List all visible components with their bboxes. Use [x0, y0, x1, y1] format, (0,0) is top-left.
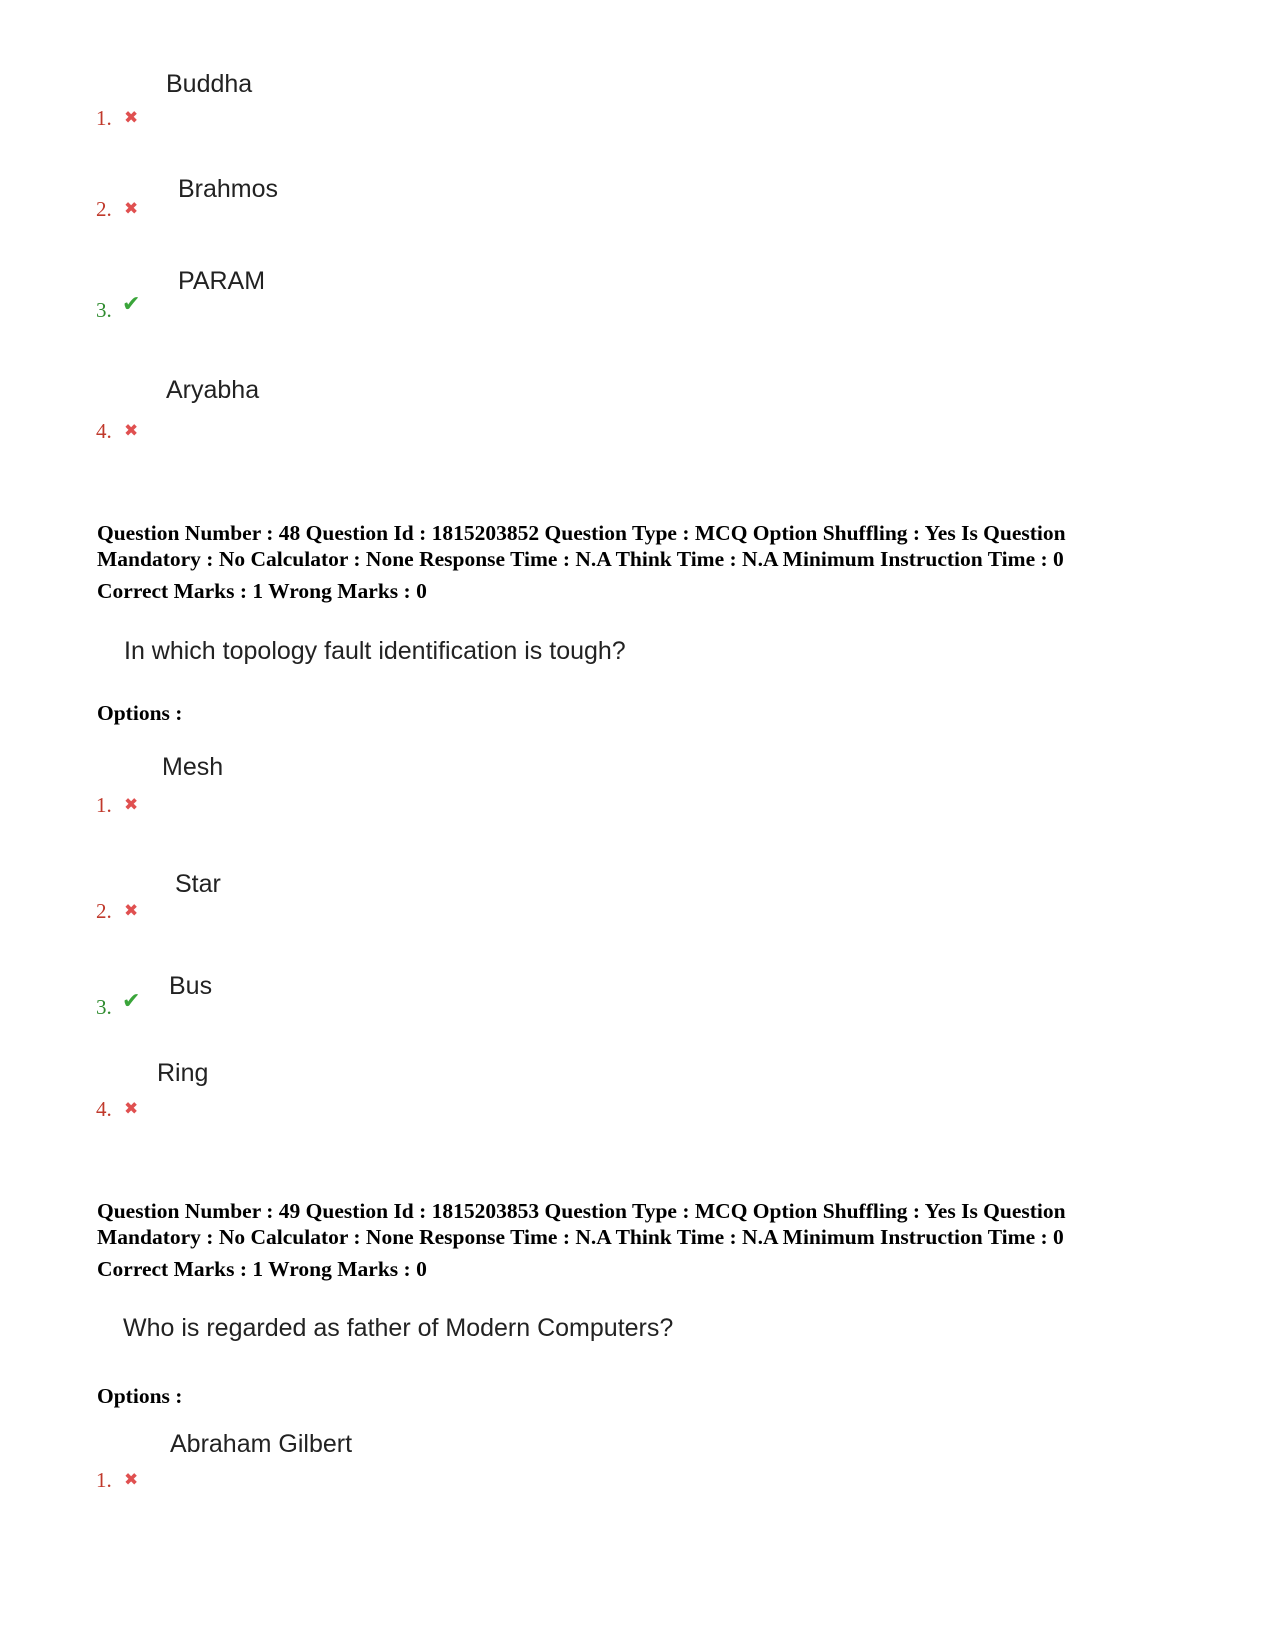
- cross-icon: ✖: [124, 795, 139, 815]
- question-marks: Correct Marks : 1 Wrong Marks : 0: [97, 1257, 427, 1281]
- question-meta-line: Mandatory : No Calculator : None Response Time : N.A Think Time : N.A Minimum Instruction Time : 0: [97, 547, 1064, 571]
- question-meta-line: Question Number : 48 Question Id : 1815203852 Question Type : MCQ Option Shuffling : Yes Is Question: [97, 521, 1066, 545]
- question-marks: Correct Marks : 1 Wrong Marks : 0: [97, 579, 427, 603]
- check-icon: ✔: [122, 989, 141, 1014]
- option-text: Aryabha: [166, 376, 260, 404]
- option-number: 1.: [96, 1468, 112, 1492]
- option-number: 3.: [96, 995, 112, 1019]
- option-text: Star: [175, 870, 221, 898]
- option-text: Ring: [157, 1059, 209, 1087]
- question-meta-line: Mandatory : No Calculator : None Response Time : N.A Think Time : N.A Minimum Instruction Time : 0: [97, 1225, 1064, 1249]
- question-meta-line: Question Number : 49 Question Id : 1815203853 Question Type : MCQ Option Shuffling : Yes Is Question: [97, 1199, 1066, 1223]
- option-text: Brahmos: [178, 175, 279, 203]
- option-number: 3.: [96, 298, 112, 322]
- option-text: Bus: [169, 972, 213, 1000]
- options-label: Options :: [97, 701, 183, 725]
- option-number: 2.: [96, 197, 112, 221]
- option-number: 1.: [96, 793, 112, 817]
- cross-icon: ✖: [124, 108, 139, 128]
- question-text: In which topology fault identification is tough?: [124, 637, 626, 665]
- option-number: 4.: [96, 1097, 112, 1121]
- cross-icon: ✖: [124, 199, 139, 219]
- cross-icon: ✖: [124, 1099, 139, 1119]
- cross-icon: ✖: [124, 901, 139, 921]
- option-number: 4.: [96, 419, 112, 443]
- option-number: 1.: [96, 106, 112, 130]
- option-text: Abraham Gilbert: [170, 1430, 353, 1458]
- options-label: Options :: [97, 1384, 183, 1408]
- check-icon: ✔: [122, 292, 141, 317]
- cross-icon: ✖: [124, 1470, 139, 1490]
- option-number: 2.: [96, 899, 112, 923]
- option-text: Mesh: [162, 753, 224, 781]
- option-text: Buddha: [166, 70, 253, 98]
- cross-icon: ✖: [124, 421, 139, 441]
- option-text: PARAM: [178, 267, 266, 295]
- question-text: Who is regarded as father of Modern Computers?: [123, 1314, 674, 1342]
